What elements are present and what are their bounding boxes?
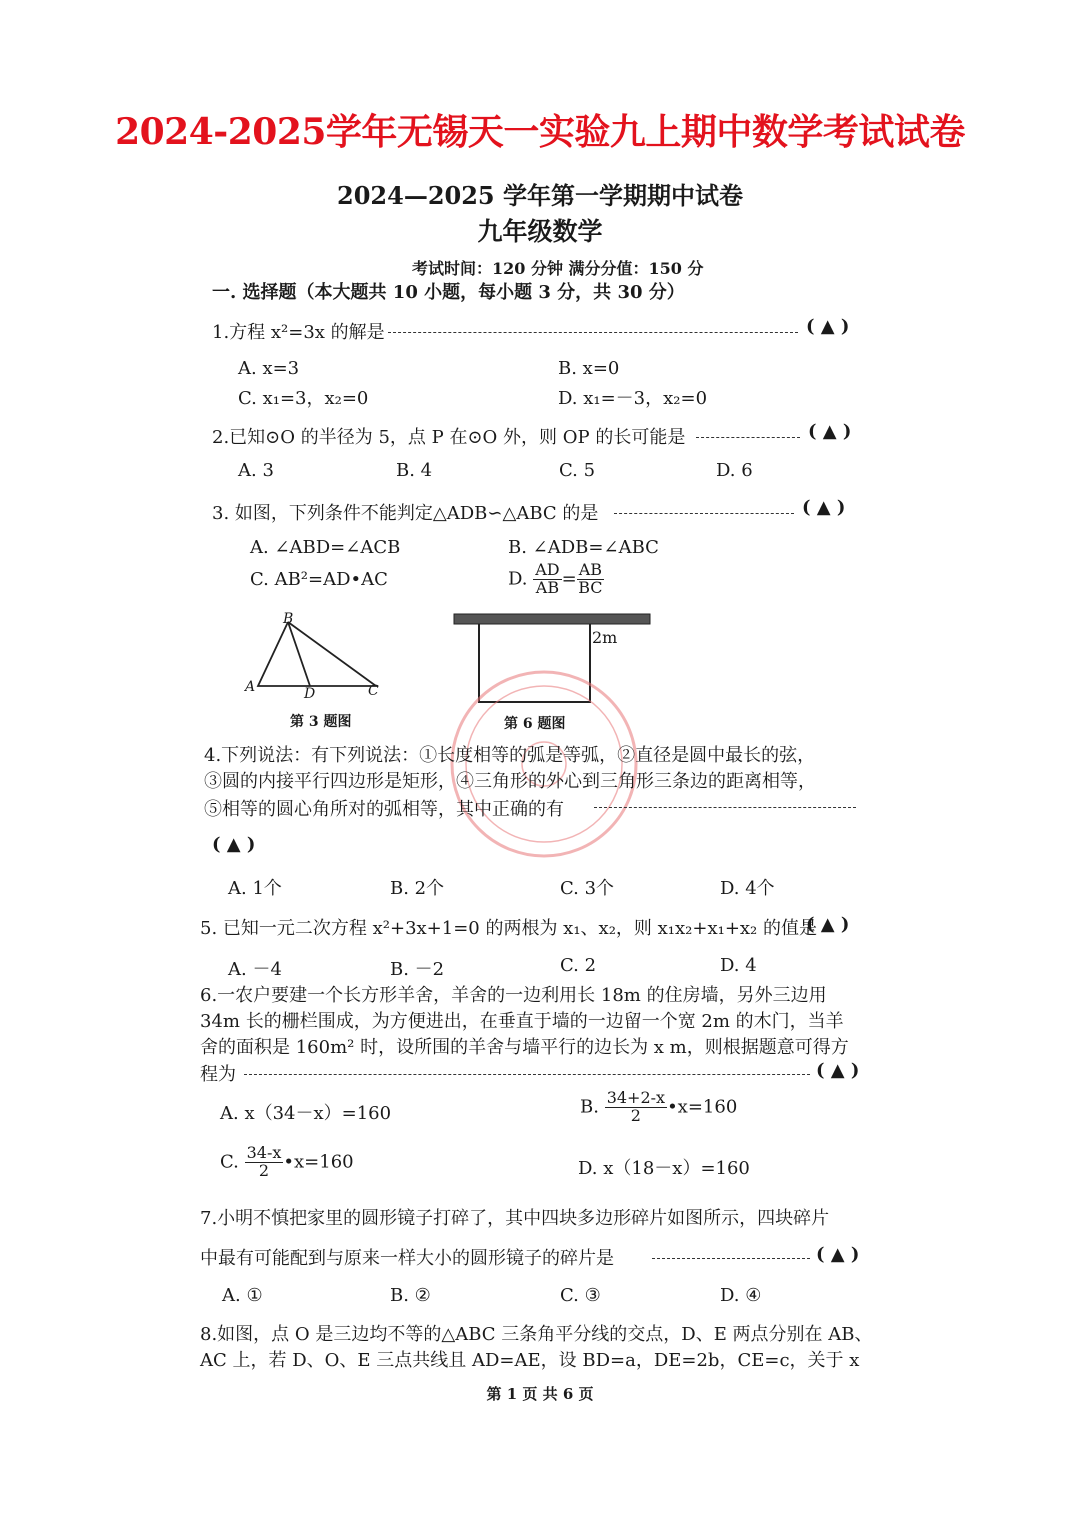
q5-option-a: A. －4 xyxy=(228,959,282,980)
q1-dashes xyxy=(388,332,798,333)
q5-option-b: B. －2 xyxy=(390,959,445,980)
q6-mark: ( ▲ ) xyxy=(816,1060,860,1081)
fraction-numerator: AD xyxy=(535,560,560,579)
paper-subtitle: 九年级数学 xyxy=(477,217,603,246)
fraction-numerator: AB xyxy=(578,560,603,579)
q6-option-b-tail: •x=160 xyxy=(667,1096,738,1118)
q6-option-c-fraction xyxy=(245,1145,284,1180)
fig3-label-a: A xyxy=(245,679,256,695)
q6-option-c-label: C. xyxy=(220,1151,239,1173)
q3-option-d xyxy=(508,562,604,597)
q1-option-c: C. x₁=3，x₂=0 xyxy=(238,388,369,409)
q7-line1: 7.小明不慎把家里的圆形镜子打碎了，其中四块多边形碎片如图所示，四块碎片 xyxy=(200,1208,830,1229)
q8-line2: AC 上，若 D、O、E 三点共线且 AD=AE，设 BD=a，DE=2b，CE=c，关于 x xyxy=(200,1350,860,1371)
paper-title: 2024—2025 学年第一学期期中试卷 xyxy=(337,181,743,210)
q1-mark: ( ▲ ) xyxy=(806,316,850,337)
q2-option-d: D. 6 xyxy=(716,460,753,481)
q1-stem: 1.方程 x²=3x 的解是 xyxy=(212,322,385,343)
q2-option-c: C. 5 xyxy=(559,460,596,481)
q3-stem: 3. 如图，下列条件不能判定△ADB∽△ABC 的是 xyxy=(212,503,599,524)
q2-stem: 2.已知⊙O 的半径为 5，点 P 在⊙O 外，则 OP 的长可能是 xyxy=(212,427,686,448)
q3-option-d-label: D. xyxy=(508,568,528,590)
fig3-label-c: C xyxy=(368,683,379,699)
q6-line4: 程为 xyxy=(200,1064,236,1085)
fraction-denominator: 2 xyxy=(630,1105,641,1125)
q6-line2: 34m 长的栅栏围成，为方便进出，在垂直于墙的一边留一个宽 2m 的木门，当羊 xyxy=(200,1011,844,1032)
segment-bd xyxy=(288,622,310,686)
q2-dashes xyxy=(696,437,800,438)
q6-option-c-tail: •x=160 xyxy=(283,1151,354,1173)
q8-line1: 8.如图，点 O 是三边均不等的△ABC 三条角平分线的交点，D、E 两点分别在 AB、 xyxy=(200,1324,873,1345)
q7-option-d: D. ④ xyxy=(720,1285,762,1306)
q1-option-a: A. x=3 xyxy=(238,358,300,379)
q4-option-a: A. 1个 xyxy=(228,878,282,899)
q6-line1: 6.一农户要建一个长方形羊舍，羊舍的一边利用长 18m 的住房墙，另外三边用 xyxy=(200,985,827,1006)
q2-option-a: A. 3 xyxy=(238,460,274,481)
q3-option-b: B. ∠ADB=∠ABC xyxy=(508,537,659,558)
q5-option-d: D. 4 xyxy=(720,955,757,976)
q6-dashes xyxy=(244,1074,810,1075)
q6-option-d: D. x（18－x）=160 xyxy=(578,1158,750,1179)
section-heading: 一. 选择题（本大题共 10 小题，每小题 3 分，共 30 分） xyxy=(212,282,685,303)
q3-mark: ( ▲ ) xyxy=(802,497,846,518)
q5-stem: 5. 已知一元二次方程 x²+3x+1=0 的两根为 x₁、x₂，则 x₁x₂+x₁+x₂ 的值是 xyxy=(200,918,817,939)
q6-line3: 舍的面积是 160m² 时，设所围的羊舍与墙平行的边长为 x m，则根据题意可得方 xyxy=(200,1037,849,1058)
q5-mark: ( ▲ ) xyxy=(806,914,850,935)
q1-option-b: B. x=0 xyxy=(558,358,620,379)
q5-option-c: C. 2 xyxy=(560,955,597,976)
q6-option-b-label: B. xyxy=(580,1096,599,1118)
q3-option-c: C. AB²=AD•AC xyxy=(250,569,388,590)
fraction-denominator: BC xyxy=(578,577,603,597)
q4-option-c: C. 3个 xyxy=(560,878,615,899)
q7-mark: ( ▲ ) xyxy=(816,1244,860,1265)
q7-line2: 中最有可能配到与原来一样大小的圆形镜子的碎片是 xyxy=(200,1248,614,1269)
q7-dashes xyxy=(652,1258,810,1259)
q6-option-b-fraction xyxy=(605,1090,667,1125)
q3-option-a: A. ∠ABD=∠ACB xyxy=(250,537,401,558)
q4-line1: 4.下列说法：有下列说法：①长度相等的弧是等弧，②直径是圆中最长的弦， xyxy=(204,745,816,766)
fraction-denominator: 2 xyxy=(258,1160,270,1180)
q6-option-a: A. x（34－x）=160 xyxy=(220,1103,392,1124)
fig3-label-d: D xyxy=(304,686,316,702)
wall xyxy=(454,614,650,624)
q6-option-b xyxy=(580,1090,737,1125)
fig6-door-label: 2m xyxy=(592,628,618,647)
q4-dashes xyxy=(594,807,856,808)
banner-title: 2024-2025学年无锡天一实验九上期中数学考试试卷 xyxy=(115,111,965,153)
fraction-numerator: 34-x xyxy=(246,1143,282,1162)
triangle-abc xyxy=(258,622,376,686)
exam-meta: 考试时间：120 分钟 满分分值：150 分 xyxy=(412,259,704,278)
q4-line2: ③圆的内接平行四边形是矩形，④三角形的外心到三角形三条边的距离相等， xyxy=(204,771,816,792)
fig3-caption: 第 3 题图 xyxy=(290,714,352,730)
q7-option-c: C. ③ xyxy=(560,1285,601,1306)
q3-fraction-ad-ab xyxy=(533,562,561,597)
q3-dashes xyxy=(614,513,794,514)
q7-option-b: B. ② xyxy=(390,1285,431,1306)
q3-fraction-ab-bc xyxy=(577,562,604,597)
fraction-denominator: AB xyxy=(535,577,560,597)
q2-mark: ( ▲ ) xyxy=(808,421,852,442)
q1-option-d: D. x₁=－3，x₂=0 xyxy=(558,388,708,409)
q4-mark: ( ▲ ) xyxy=(212,834,256,855)
page-footer: 第 1 页 共 6 页 xyxy=(486,1385,594,1403)
q7-option-a: A. ① xyxy=(222,1285,263,1306)
q4-option-d: D. 4个 xyxy=(720,878,775,899)
q4-option-b: B. 2个 xyxy=(390,878,445,899)
fraction-numerator: 34+2-x xyxy=(606,1088,666,1107)
q2-option-b: B. 4 xyxy=(396,460,433,481)
fig6-caption: 第 6 题图 xyxy=(504,716,566,732)
fig3-label-b: B xyxy=(283,611,294,627)
q6-option-c xyxy=(220,1145,354,1180)
equals-sign: = xyxy=(561,568,577,590)
q4-line3: ⑤相等的圆心角所对的弧相等，其中正确的有 xyxy=(204,799,564,820)
